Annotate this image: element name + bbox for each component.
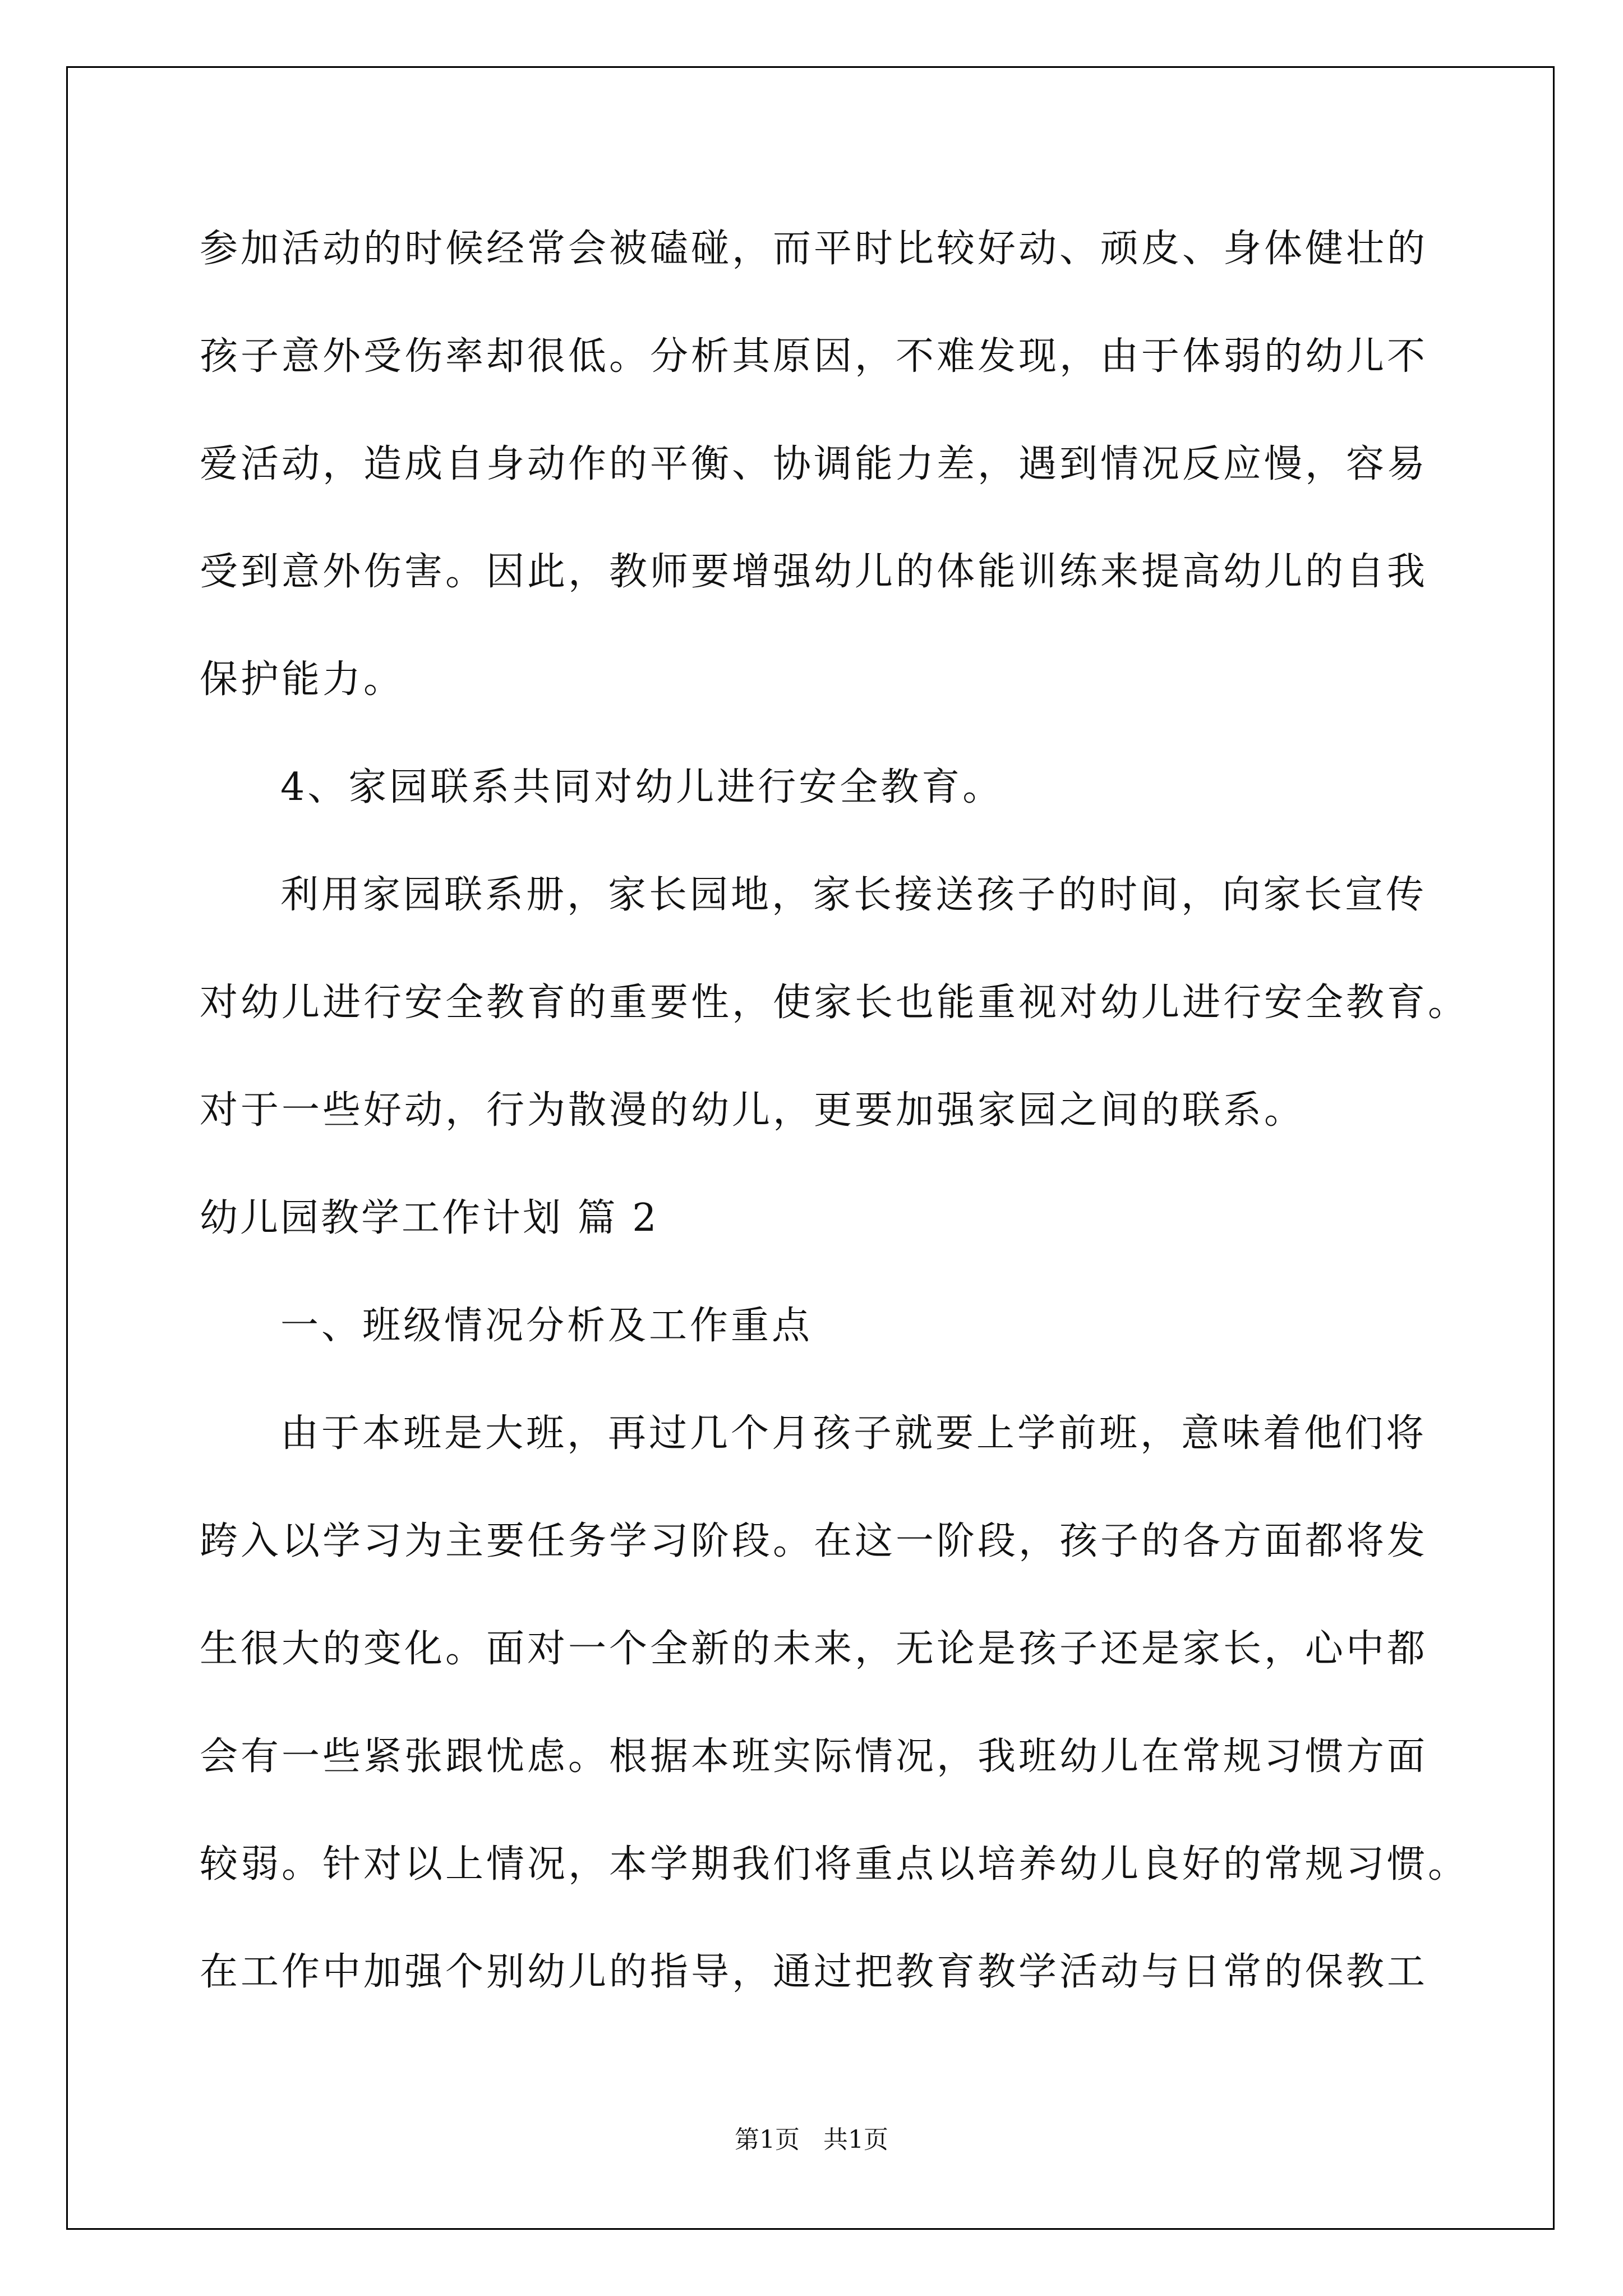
text-line: 对幼儿进行安全教育的重要性，使家长也能重视对幼儿进行安全教育。 [200,981,1469,1025]
text-line: 由于本班是大班，再过几个月孩子就要上学前班，意味着他们将 [280,1411,1427,1456]
text-line: 跨入以学习为主要任务学习阶段。在这一阶段，孩子的各方面都将发 [200,1519,1428,1563]
text-line: 孩子意外受伤率却很低。分析其原因，不难发现，由于体弱的幼儿不 [200,334,1428,379]
text-line: 对于一些好动，行为散漫的幼儿，更要加强家园之间的联系。 [200,1088,1306,1133]
text-line: 参加活动的时候经常会被磕碰，而平时比较好动、顽皮、身体健壮的 [200,227,1428,271]
text-line: 在工作中加强个别幼儿的指导，通过把教育教学活动与日常的保教工 [200,1950,1428,1994]
section-subheading: 一、班级情况分析及工作重点 [280,1304,813,1348]
article-heading: 幼儿园教学工作计划 篇 2 [200,1196,659,1240]
page-number-footer: 第1页 共1页 [735,2125,888,2154]
text-line: 利用家园联系册，家长园地，家长接送孩子的时间，向家长宣传 [280,873,1427,917]
text-line: 生很大的变化。面对一个全新的未来，无论是孩子还是家长，心中都 [200,1627,1428,1671]
section-subheading: 4、家园联系共同对幼儿进行安全教育。 [280,765,1004,809]
text-line: 会有一些紧张跟忧虑。根据本班实际情况，我班幼儿在常规习惯方面 [200,1734,1428,1779]
text-line: 保护能力。 [200,657,405,702]
text-line: 爱活动，造成自身动作的平衡、协调能力差，遇到情况反应慢，容易 [200,442,1428,486]
text-line: 较弱。针对以上情况，本学期我们将重点以培养幼儿良好的常规习惯。 [200,1842,1469,1887]
text-line: 受到意外伤害。因此，教师要增强幼儿的体能训练来提高幼儿的自我 [200,550,1428,594]
